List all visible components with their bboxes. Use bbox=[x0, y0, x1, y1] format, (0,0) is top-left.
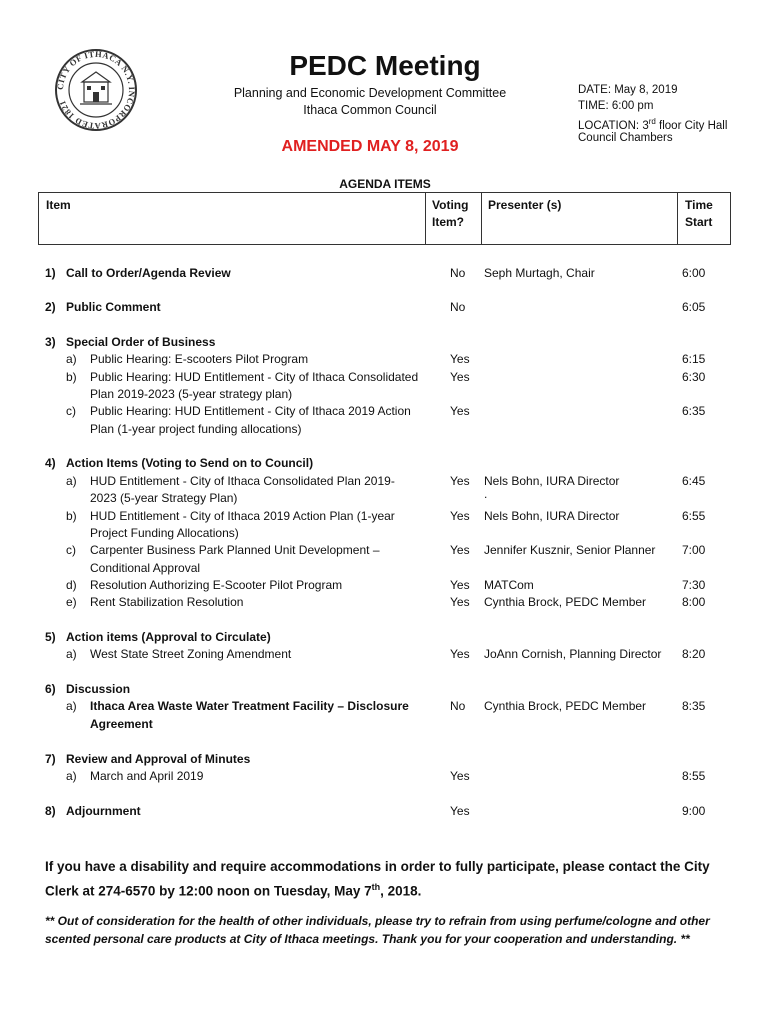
item-title: Call to Order/Agenda Review bbox=[66, 266, 231, 280]
presenter: JoAnn Cornish, Planning Director bbox=[484, 647, 662, 661]
voting-value: Yes bbox=[450, 804, 470, 818]
presenter: Nels Bohn, IURA Director bbox=[484, 509, 620, 523]
start-time: 8:55 bbox=[682, 769, 706, 783]
voting-value: Yes bbox=[450, 474, 470, 488]
voting-value: Yes bbox=[450, 578, 470, 592]
voting-value: Yes bbox=[450, 370, 470, 384]
voting-value: Yes bbox=[450, 769, 470, 783]
item-title: Review and Approval of Minutes bbox=[66, 752, 251, 766]
start-time: 7:30 bbox=[682, 578, 706, 592]
item-title: Action items (Approval to Circulate) bbox=[66, 630, 271, 644]
meeting-date: DATE: May 8, 2019 bbox=[578, 84, 678, 96]
voting-value: Yes bbox=[450, 595, 470, 609]
subitem-text: Ithaca Area Waste Water Treatment Facility – Disclosure bbox=[90, 699, 409, 713]
svg-text:CITY OF ITHACA N.Y. INCORPORAT: CITY OF ITHACA N.Y. INCORPORATED 1821 bbox=[54, 48, 138, 132]
presenter: Seph Murtagh, Chair bbox=[484, 266, 595, 280]
agenda-title: AGENDA ITEMS bbox=[339, 177, 431, 191]
meeting-time: TIME: 6:00 pm bbox=[578, 100, 654, 112]
item-title: Special Order of Business bbox=[66, 335, 216, 349]
meeting-location-room: Council Chambers bbox=[578, 132, 673, 144]
subitem-text-cont: Plan 2019-2023 (5-year strategy plan) bbox=[90, 387, 293, 401]
subitem-text: West State Street Zoning Amendment bbox=[90, 647, 292, 661]
presenter: Cynthia Brock, PEDC Member bbox=[484, 699, 647, 713]
presenter: Jennifer Kusznir, Senior Planner bbox=[484, 543, 656, 557]
item-title: Adjournment bbox=[66, 804, 141, 818]
item-title: Discussion bbox=[66, 682, 131, 696]
subitem-text-cont: 2023 (5-year Strategy Plan) bbox=[90, 491, 238, 505]
subitem-text: Resolution Authorizing E-Scooter Pilot Program bbox=[90, 578, 343, 592]
start-time: 8:35 bbox=[682, 699, 706, 713]
start-time: 6:05 bbox=[682, 300, 706, 314]
header-item: Item bbox=[46, 198, 71, 212]
header-time: Time Start bbox=[685, 198, 713, 229]
presenter: Cynthia Brock, PEDC Member bbox=[484, 595, 647, 609]
start-time: 6:55 bbox=[682, 509, 706, 523]
voting-value: No bbox=[450, 300, 466, 314]
council-name: Ithaca Common Council bbox=[303, 103, 437, 117]
presenter-mark: . bbox=[484, 487, 488, 501]
presenter: MATCom bbox=[484, 578, 534, 592]
subitem-text-cont: Plan (1-year project funding allocations) bbox=[90, 422, 302, 436]
start-time: 6:15 bbox=[682, 352, 706, 366]
fragrance-notice: ** Out of consideration for the health of other individuals, please try to refrain from using perfume/cologne and other scented personal care products at City of Ithaca meetings. Thank you for your cooperation and understanding. ** bbox=[45, 914, 710, 946]
voting-value: Yes bbox=[450, 509, 470, 523]
start-time: 8:00 bbox=[682, 595, 706, 609]
start-time: 6:45 bbox=[682, 474, 706, 488]
presenter: Nels Bohn, IURA Director bbox=[484, 474, 620, 488]
voting-value: Yes bbox=[450, 404, 470, 418]
meeting-location: LOCATION: 3rd floor City Hall bbox=[578, 117, 728, 132]
start-time: 6:35 bbox=[682, 404, 706, 418]
subitem-text: Public Hearing: HUD Entitlement - City of Ithaca 2019 Action bbox=[90, 404, 411, 418]
committee-name: Planning and Economic Development Committee bbox=[233, 86, 507, 100]
voting-value: No bbox=[450, 266, 466, 280]
start-time: 8:20 bbox=[682, 647, 706, 661]
subitem-text: HUD Entitlement - City of Ithaca 2019 Action Plan (1-year bbox=[90, 509, 395, 523]
header-presenter: Presenter (s) bbox=[488, 198, 562, 212]
subitem-text-cont: Conditional Approval bbox=[90, 561, 201, 575]
start-time: 6:00 bbox=[682, 266, 706, 280]
subitem-text-cont: Project Funding Allocations) bbox=[90, 526, 239, 540]
voting-value: Yes bbox=[450, 543, 470, 557]
subitem-text: Public Hearing: E-scooters Pilot Program bbox=[90, 352, 309, 366]
header-voting: Voting Item? bbox=[432, 198, 469, 229]
subitem-text: Rent Stabilization Resolution bbox=[90, 595, 244, 609]
voting-value: Yes bbox=[450, 352, 470, 366]
agenda-header-table bbox=[38, 192, 731, 245]
amended-notice: AMENDED MAY 8, 2019 bbox=[281, 138, 459, 155]
subitem-text: Carpenter Business Park Planned Unit Development – bbox=[90, 543, 380, 557]
voting-value: No bbox=[450, 699, 466, 713]
voting-value: Yes bbox=[450, 647, 470, 661]
subitem-text: Public Hearing: HUD Entitlement - City of Ithaca Consolidated bbox=[90, 370, 419, 384]
start-time: 7:00 bbox=[682, 543, 706, 557]
subitem-text: HUD Entitlement - City of Ithaca Consolidated Plan 2019- bbox=[90, 474, 395, 488]
item-title: Public Comment bbox=[66, 300, 161, 314]
accessibility-notice: If you have a disability and require accommodations in order to fully participate, please contact the City Clerk at 274-6570 by 12:00 noon on Tuesday, May 7th, 2018. bbox=[45, 859, 710, 899]
subitem-text-cont: Agreement bbox=[90, 717, 153, 731]
page-title: PEDC Meeting bbox=[289, 50, 481, 81]
start-time: 9:00 bbox=[682, 804, 706, 818]
subitem-text: March and April 2019 bbox=[90, 769, 204, 783]
start-time: 6:30 bbox=[682, 370, 706, 384]
item-title: Action Items (Voting to Send on to Council) bbox=[66, 456, 314, 470]
